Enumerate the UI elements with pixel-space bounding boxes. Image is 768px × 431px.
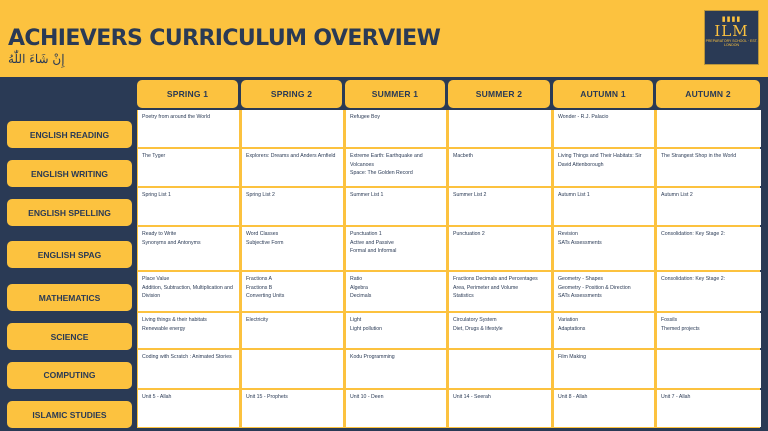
cell-text: The Tyger xyxy=(142,153,166,159)
cell-text: Wonder - R.J. Palacio xyxy=(558,114,609,120)
cell-text: Synonyms and Antonyms xyxy=(142,239,201,246)
curriculum-cell xyxy=(242,350,343,388)
curriculum-cell xyxy=(242,313,343,348)
curriculum-cell xyxy=(449,227,551,270)
curriculum-cell xyxy=(657,149,761,186)
cell-text: Active and Passive xyxy=(350,239,394,246)
curriculum-cell xyxy=(346,227,446,270)
curriculum-cell xyxy=(657,390,761,427)
curriculum-cell xyxy=(346,350,446,388)
pillars-icon: ▮▮▮▮ xyxy=(721,16,742,23)
curriculum-cell xyxy=(657,188,761,225)
cell-text: Fossils xyxy=(661,317,678,323)
cell-text: Kodu Programming xyxy=(350,354,395,360)
curriculum-cell xyxy=(138,350,239,388)
curriculum-cell xyxy=(657,350,761,388)
school-logo xyxy=(704,10,759,65)
cell-text: Light xyxy=(350,317,362,323)
cell-text: Spring List 1 xyxy=(142,192,171,198)
subject-label: ISLAMIC STUDIES xyxy=(7,401,132,428)
curriculum-cell xyxy=(449,350,551,388)
cell-text: Light pollution xyxy=(350,325,383,332)
curriculum-cell xyxy=(657,110,761,147)
cell-text: Place Value xyxy=(142,276,170,282)
curriculum-cell xyxy=(449,188,551,225)
curriculum-cell xyxy=(138,313,239,348)
curriculum-cell xyxy=(346,272,446,311)
cell-text: Autumn List 1 xyxy=(558,192,590,198)
curriculum-cell xyxy=(657,313,761,348)
cell-text: The Strangest Shop in the World xyxy=(661,153,737,159)
curriculum-cell xyxy=(554,272,654,311)
curriculum-cell xyxy=(554,149,654,186)
logo-text: ILM xyxy=(714,22,749,40)
cell-text: Summer List 2 xyxy=(453,192,487,198)
logo-tagline: PREPARATORY SCHOOL · EST. LONDON xyxy=(705,39,758,47)
curriculum-cell xyxy=(242,272,343,311)
cell-text: Autumn List 2 xyxy=(661,192,693,198)
cell-text: Renewable energy xyxy=(142,325,186,332)
cell-text: Space: The Golden Record xyxy=(350,170,413,176)
cell-text: Variation xyxy=(558,317,579,323)
curriculum-cell xyxy=(242,110,343,147)
cell-text: Fractions A xyxy=(246,276,272,282)
cell-text: Living things & their habitats xyxy=(142,317,207,323)
curriculum-cell xyxy=(554,390,654,427)
curriculum-cell xyxy=(138,227,239,270)
cell-text: Area, Perimeter and Volume xyxy=(453,284,519,291)
cell-text: Refugee Boy xyxy=(350,114,380,120)
column-header: SPRING 1 xyxy=(137,80,238,108)
cell-text: SATs Assessments xyxy=(558,293,602,299)
column-header: AUTUMN 1 xyxy=(553,80,653,108)
cell-text: Film Making xyxy=(558,354,586,360)
cell-text: Electricity xyxy=(246,317,269,323)
curriculum-cell xyxy=(554,188,654,225)
curriculum-cell xyxy=(346,390,446,427)
arabic-subtitle: إِنْ شَاءَ اللّٰهُ xyxy=(8,52,65,66)
subject-label: COMPUTING xyxy=(7,362,132,389)
subject-label: ENGLISH READING xyxy=(7,121,132,148)
cell-text: Ratio xyxy=(350,276,363,282)
cell-text: Unit 7 - Allah xyxy=(661,394,691,400)
curriculum-cell xyxy=(449,272,551,311)
column-header: SUMMER 2 xyxy=(448,80,550,108)
curriculum-cell xyxy=(138,188,239,225)
cell-text: Converting Units xyxy=(246,293,285,299)
cell-text: Ready to Write xyxy=(142,231,177,237)
cell-text: Subjective Form xyxy=(246,239,284,246)
cell-text: Unit 15 - Prophets xyxy=(246,394,288,400)
cell-text: Punctuation 2 xyxy=(453,231,485,237)
cell-text: Consolidation: Key Stage 2: xyxy=(661,276,726,282)
cell-text: Poetry from around the World xyxy=(142,114,210,120)
column-header: SUMMER 1 xyxy=(345,80,445,108)
cell-text: SATs Assessments xyxy=(558,239,602,246)
curriculum-cell xyxy=(138,149,239,186)
cell-text: Consolidation: Key Stage 2: xyxy=(661,231,726,237)
curriculum-cell xyxy=(138,272,239,311)
curriculum-cell xyxy=(554,227,654,270)
subject-label: MATHEMATICS xyxy=(7,284,132,311)
cell-text: Algebra xyxy=(350,284,368,291)
curriculum-cell xyxy=(138,110,239,147)
curriculum-cell xyxy=(346,110,446,147)
cell-text: Addition, Subtraction, Multiplication and Division xyxy=(142,284,233,299)
cell-text: Unit 5 - Allah xyxy=(142,394,172,400)
cell-text: Circulatory System xyxy=(453,317,497,323)
curriculum-cell xyxy=(449,390,551,427)
cell-text: Themed projects xyxy=(661,325,700,332)
curriculum-cell xyxy=(449,110,551,147)
cell-text: Fractions B xyxy=(246,284,273,291)
subject-label: SCIENCE xyxy=(7,323,132,350)
curriculum-cell xyxy=(346,149,446,186)
curriculum-cell xyxy=(657,272,761,311)
cell-text: Word Classes xyxy=(246,231,279,237)
subject-label: ENGLISH WRITING xyxy=(7,160,132,187)
column-header: AUTUMN 2 xyxy=(656,80,760,108)
cell-text: Living Things and Their Habitats: Sir David Attenborough xyxy=(558,153,642,168)
subject-label: ENGLISH SPELLING xyxy=(7,199,132,226)
curriculum-cell xyxy=(554,110,654,147)
curriculum-cell xyxy=(242,227,343,270)
curriculum-cell xyxy=(554,350,654,388)
cell-text: Spring List 2 xyxy=(246,192,275,198)
cell-text: Geometry - Position & Direction xyxy=(558,284,631,291)
curriculum-cell xyxy=(346,313,446,348)
curriculum-cell xyxy=(346,188,446,225)
cell-text: Fractions Decimals and Percentages xyxy=(453,276,538,282)
cell-text: Statistics xyxy=(453,293,474,299)
curriculum-cell xyxy=(554,313,654,348)
cell-text: Extreme Earth: Earthquake and Volcanoes xyxy=(350,153,423,168)
column-header: SPRING 2 xyxy=(241,80,342,108)
cell-text: Diet, Drugs & lifestyle xyxy=(453,325,503,332)
cell-text: Decimals xyxy=(350,293,372,299)
curriculum-cell xyxy=(449,149,551,186)
cell-text: Summer List 1 xyxy=(350,192,384,198)
cell-text: Adaptations xyxy=(558,325,586,332)
page-title: ACHIEVERS CURRICULUM OVERVIEW xyxy=(8,26,441,51)
curriculum-cell xyxy=(242,390,343,427)
subject-label: ENGLISH SPAG xyxy=(7,241,132,268)
curriculum-cell xyxy=(138,390,239,427)
curriculum-cell xyxy=(242,149,343,186)
curriculum-cell xyxy=(242,188,343,225)
cell-text: Macbeth xyxy=(453,153,473,159)
cell-text: Unit 10 - Deen xyxy=(350,394,384,400)
cell-text: Revision xyxy=(558,231,578,237)
cell-text: Coding with Scratch : Animated Stories xyxy=(142,354,232,360)
cell-text: Geometry - Shapes xyxy=(558,276,603,282)
cell-text: Formal and Informal xyxy=(350,248,397,254)
curriculum-cell xyxy=(657,227,761,270)
cell-text: Punctuation 1 xyxy=(350,231,382,237)
cell-text: Unit 8 - Allah xyxy=(558,394,588,400)
cell-text: Unit 14 - Seerah xyxy=(453,394,491,400)
cell-text: Explorers: Dreams and Anders Arnfield xyxy=(246,153,336,159)
curriculum-cell xyxy=(449,313,551,348)
